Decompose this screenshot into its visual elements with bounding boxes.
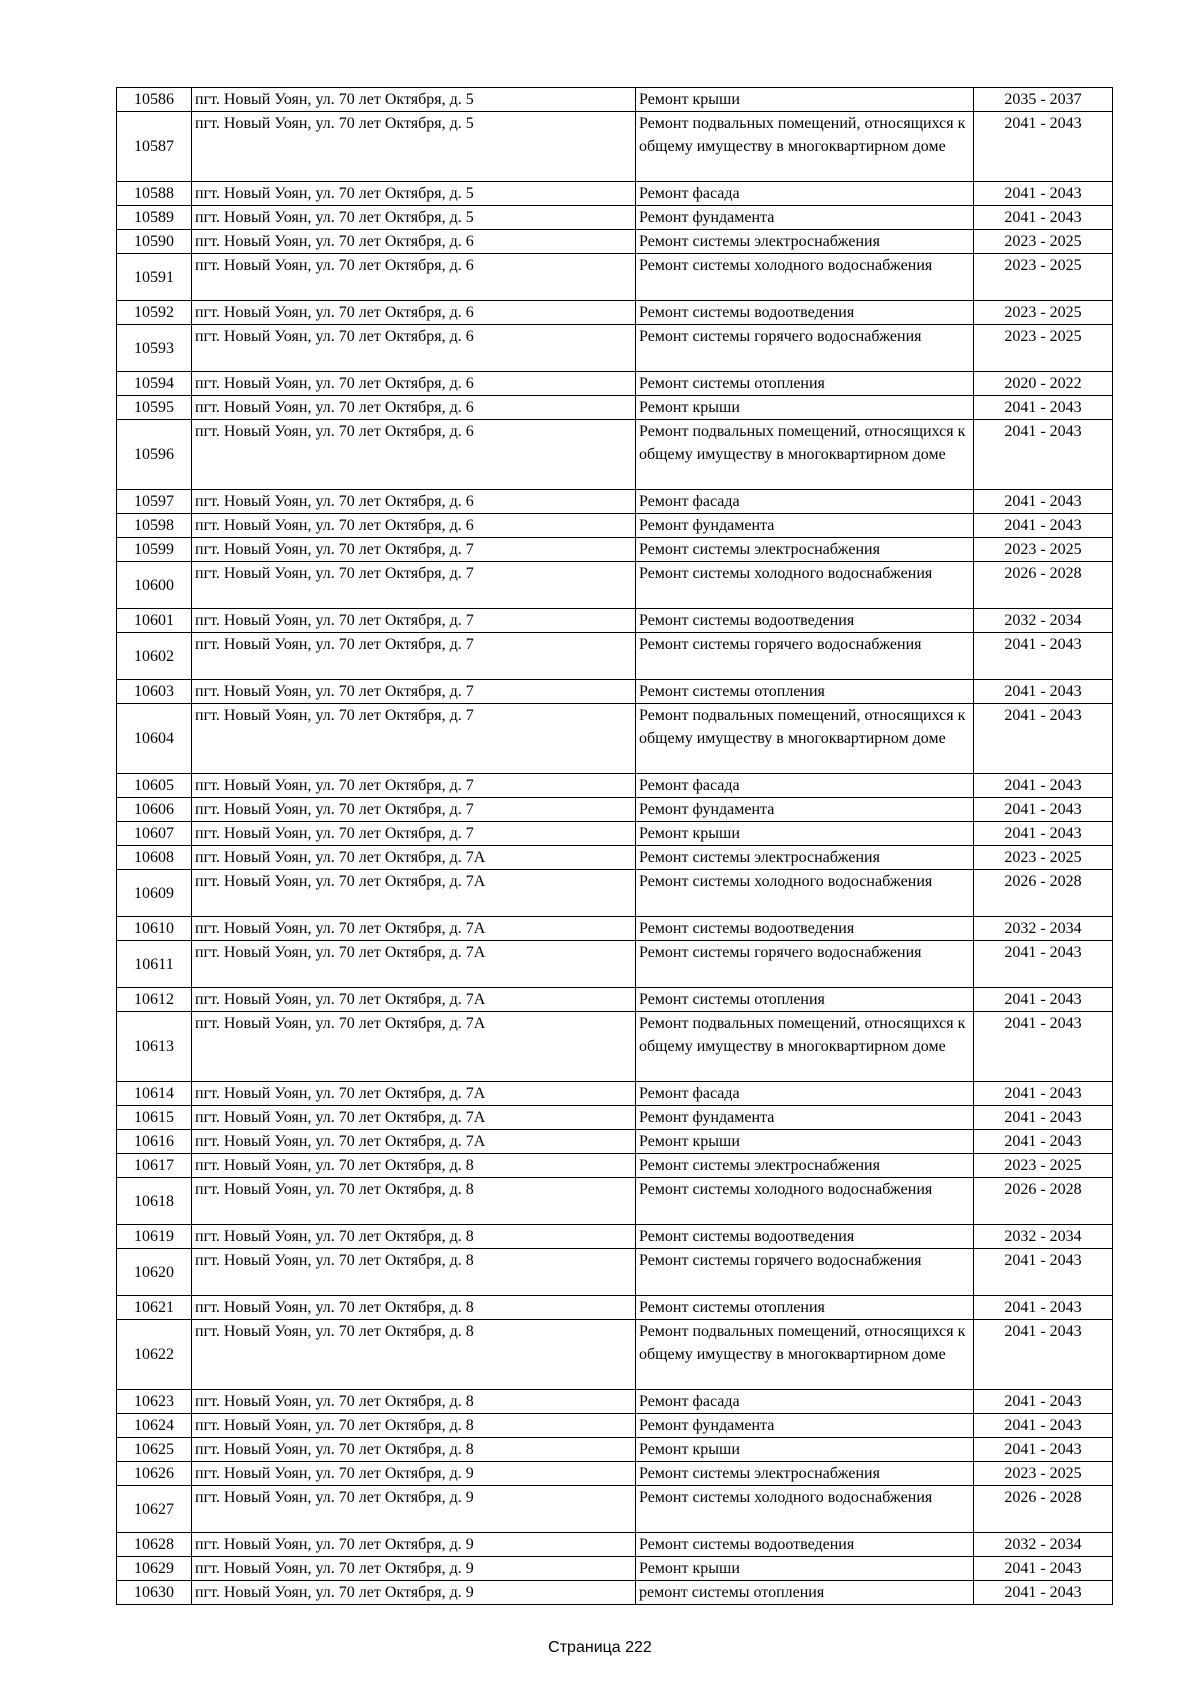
work-type-cell: Ремонт подвальных помещений, относящихся к общему имуществу в многоквартирном доме bbox=[636, 420, 974, 490]
period-cell: 2026 - 2028 bbox=[974, 562, 1113, 609]
period-cell: 2041 - 2043 bbox=[974, 1414, 1113, 1438]
period-cell: 2041 - 2043 bbox=[974, 1557, 1113, 1581]
period-cell: 2041 - 2043 bbox=[974, 941, 1113, 988]
table-row bbox=[117, 325, 1113, 372]
period-cell: 2041 - 2043 bbox=[974, 1012, 1113, 1082]
row-number-cell: 10607 bbox=[117, 822, 192, 846]
work-type-cell: Ремонт фундамента bbox=[636, 514, 974, 538]
table-row bbox=[117, 254, 1113, 301]
row-number-cell: 10630 bbox=[117, 1581, 192, 1605]
period-cell: 2023 - 2025 bbox=[974, 846, 1113, 870]
row-number-cell: 10622 bbox=[117, 1320, 192, 1390]
table-row bbox=[117, 538, 1113, 562]
row-number-cell: 10606 bbox=[117, 798, 192, 822]
table-row bbox=[117, 1414, 1113, 1438]
address-cell: пгт. Новый Уоян, ул. 70 лет Октября, д. 7 bbox=[192, 774, 636, 798]
table-row bbox=[117, 514, 1113, 538]
work-type-cell: Ремонт системы электроснабжения bbox=[636, 846, 974, 870]
page-number: Страница 222 bbox=[548, 1639, 652, 1656]
row-number-cell: 10628 bbox=[117, 1533, 192, 1557]
period-cell: 2041 - 2043 bbox=[974, 182, 1113, 206]
row-number-cell: 10592 bbox=[117, 301, 192, 325]
address-cell: пгт. Новый Уоян, ул. 70 лет Октября, д. 5 bbox=[192, 182, 636, 206]
address-cell: пгт. Новый Уоян, ул. 70 лет Октября, д. 7А bbox=[192, 1106, 636, 1130]
period-cell: 2041 - 2043 bbox=[974, 798, 1113, 822]
row-number-cell: 10611 bbox=[117, 941, 192, 988]
work-type-cell: Ремонт системы холодного водоснабжения bbox=[636, 562, 974, 609]
row-number-cell: 10616 bbox=[117, 1130, 192, 1154]
work-type-cell: Ремонт фасада bbox=[636, 1390, 974, 1414]
table-row bbox=[117, 1012, 1113, 1082]
row-number-cell: 10593 bbox=[117, 325, 192, 372]
row-number-cell: 10598 bbox=[117, 514, 192, 538]
row-number-cell: 10588 bbox=[117, 182, 192, 206]
row-number-cell: 10587 bbox=[117, 112, 192, 182]
table-row bbox=[117, 372, 1113, 396]
work-type-cell: Ремонт подвальных помещений, относящихся к общему имуществу в многоквартирном доме bbox=[636, 1012, 974, 1082]
row-number-cell: 10613 bbox=[117, 1012, 192, 1082]
address-cell: пгт. Новый Уоян, ул. 70 лет Октября, д. 6 bbox=[192, 420, 636, 490]
work-type-cell: Ремонт системы электроснабжения bbox=[636, 1154, 974, 1178]
table-row bbox=[117, 420, 1113, 490]
table-row bbox=[117, 1486, 1113, 1533]
period-cell: 2041 - 2043 bbox=[974, 420, 1113, 490]
row-number-cell: 10603 bbox=[117, 680, 192, 704]
work-type-cell: Ремонт системы горячего водоснабжения bbox=[636, 633, 974, 680]
address-cell: пгт. Новый Уоян, ул. 70 лет Октября, д. 9 bbox=[192, 1462, 636, 1486]
table-row bbox=[117, 206, 1113, 230]
address-cell: пгт. Новый Уоян, ул. 70 лет Октября, д. 6 bbox=[192, 514, 636, 538]
table-row bbox=[117, 1533, 1113, 1557]
table-row bbox=[117, 1320, 1113, 1390]
table-row bbox=[117, 396, 1113, 420]
address-cell: пгт. Новый Уоян, ул. 70 лет Октября, д. 6 bbox=[192, 396, 636, 420]
row-number-cell: 10602 bbox=[117, 633, 192, 680]
table-row bbox=[117, 1438, 1113, 1462]
period-cell: 2023 - 2025 bbox=[974, 325, 1113, 372]
address-cell: пгт. Новый Уоян, ул. 70 лет Октября, д. 7А bbox=[192, 846, 636, 870]
table-row bbox=[117, 798, 1113, 822]
work-type-cell: Ремонт системы горячего водоснабжения bbox=[636, 325, 974, 372]
period-cell: 2023 - 2025 bbox=[974, 230, 1113, 254]
period-cell: 2041 - 2043 bbox=[974, 680, 1113, 704]
period-cell: 2041 - 2043 bbox=[974, 490, 1113, 514]
row-number-cell: 10589 bbox=[117, 206, 192, 230]
address-cell: пгт. Новый Уоян, ул. 70 лет Октября, д. 6 bbox=[192, 325, 636, 372]
table-row bbox=[117, 1106, 1113, 1130]
address-cell: пгт. Новый Уоян, ул. 70 лет Октября, д. 6 bbox=[192, 230, 636, 254]
table-row bbox=[117, 680, 1113, 704]
address-cell: пгт. Новый Уоян, ул. 70 лет Октября, д. 7 bbox=[192, 633, 636, 680]
table-row bbox=[117, 846, 1113, 870]
row-number-cell: 10601 bbox=[117, 609, 192, 633]
work-type-cell: Ремонт фундамента bbox=[636, 206, 974, 230]
period-cell: 2041 - 2043 bbox=[974, 1130, 1113, 1154]
address-cell: пгт. Новый Уоян, ул. 70 лет Октября, д. 8 bbox=[192, 1438, 636, 1462]
row-number-cell: 10608 bbox=[117, 846, 192, 870]
row-number-cell: 10591 bbox=[117, 254, 192, 301]
period-cell: 2023 - 2025 bbox=[974, 538, 1113, 562]
period-cell: 2032 - 2034 bbox=[974, 1225, 1113, 1249]
address-cell: пгт. Новый Уоян, ул. 70 лет Октября, д. 8 bbox=[192, 1178, 636, 1225]
table-row bbox=[117, 112, 1113, 182]
table-row bbox=[117, 490, 1113, 514]
table-row bbox=[117, 988, 1113, 1012]
work-type-cell: Ремонт фасада bbox=[636, 182, 974, 206]
work-type-cell: Ремонт крыши bbox=[636, 88, 974, 112]
address-cell: пгт. Новый Уоян, ул. 70 лет Октября, д. 8 bbox=[192, 1225, 636, 1249]
period-cell: 2041 - 2043 bbox=[974, 396, 1113, 420]
row-number-cell: 10609 bbox=[117, 870, 192, 917]
address-cell: пгт. Новый Уоян, ул. 70 лет Октября, д. 9 bbox=[192, 1557, 636, 1581]
work-type-cell: ремонт системы отопления bbox=[636, 1581, 974, 1605]
work-type-cell: Ремонт крыши bbox=[636, 1130, 974, 1154]
table-body bbox=[117, 88, 1113, 1605]
period-cell: 2041 - 2043 bbox=[974, 1438, 1113, 1462]
work-type-cell: Ремонт крыши bbox=[636, 396, 974, 420]
work-type-cell: Ремонт системы водоотведения bbox=[636, 301, 974, 325]
table-row bbox=[117, 822, 1113, 846]
work-type-cell: Ремонт системы электроснабжения bbox=[636, 230, 974, 254]
work-type-cell: Ремонт системы электроснабжения bbox=[636, 1462, 974, 1486]
table-row bbox=[117, 1249, 1113, 1296]
address-cell: пгт. Новый Уоян, ул. 70 лет Октября, д. 9 bbox=[192, 1533, 636, 1557]
work-type-cell: Ремонт системы холодного водоснабжения bbox=[636, 1178, 974, 1225]
work-type-cell: Ремонт системы водоотведения bbox=[636, 1533, 974, 1557]
period-cell: 2041 - 2043 bbox=[974, 206, 1113, 230]
work-type-cell: Ремонт системы холодного водоснабжения bbox=[636, 254, 974, 301]
table-row bbox=[117, 562, 1113, 609]
row-number-cell: 10618 bbox=[117, 1178, 192, 1225]
address-cell: пгт. Новый Уоян, ул. 70 лет Октября, д. 7А bbox=[192, 1082, 636, 1106]
period-cell: 2041 - 2043 bbox=[974, 1390, 1113, 1414]
work-type-cell: Ремонт системы водоотведения bbox=[636, 609, 974, 633]
address-cell: пгт. Новый Уоян, ул. 70 лет Октября, д. 7 bbox=[192, 704, 636, 774]
work-type-cell: Ремонт фундамента bbox=[636, 1414, 974, 1438]
work-type-cell: Ремонт крыши bbox=[636, 1557, 974, 1581]
work-type-cell: Ремонт системы водоотведения bbox=[636, 917, 974, 941]
row-number-cell: 10621 bbox=[117, 1296, 192, 1320]
period-cell: 2023 - 2025 bbox=[974, 1462, 1113, 1486]
address-cell: пгт. Новый Уоян, ул. 70 лет Октября, д. 6 bbox=[192, 254, 636, 301]
address-cell: пгт. Новый Уоян, ул. 70 лет Октября, д. 7А bbox=[192, 917, 636, 941]
table-row bbox=[117, 633, 1113, 680]
period-cell: 2041 - 2043 bbox=[974, 1320, 1113, 1390]
work-type-cell: Ремонт системы холодного водоснабжения bbox=[636, 1486, 974, 1533]
work-type-cell: Ремонт системы отопления bbox=[636, 988, 974, 1012]
address-cell: пгт. Новый Уоян, ул. 70 лет Октября, д. 6 bbox=[192, 301, 636, 325]
address-cell: пгт. Новый Уоян, ул. 70 лет Октября, д. 7А bbox=[192, 988, 636, 1012]
table-row bbox=[117, 941, 1113, 988]
work-type-cell: Ремонт подвальных помещений, относящихся к общему имуществу в многоквартирном доме bbox=[636, 704, 974, 774]
period-cell: 2041 - 2043 bbox=[974, 1296, 1113, 1320]
row-number-cell: 10600 bbox=[117, 562, 192, 609]
address-cell: пгт. Новый Уоян, ул. 70 лет Октября, д. 7 bbox=[192, 680, 636, 704]
work-type-cell: Ремонт фасада bbox=[636, 490, 974, 514]
table-row bbox=[117, 1130, 1113, 1154]
work-type-cell: Ремонт подвальных помещений, относящихся к общему имуществу в многоквартирном доме bbox=[636, 1320, 974, 1390]
address-cell: пгт. Новый Уоян, ул. 70 лет Октября, д. 6 bbox=[192, 372, 636, 396]
address-cell: пгт. Новый Уоян, ул. 70 лет Октября, д. 7 bbox=[192, 562, 636, 609]
table-row bbox=[117, 301, 1113, 325]
work-type-cell: Ремонт системы холодного водоснабжения bbox=[636, 870, 974, 917]
table-row bbox=[117, 1082, 1113, 1106]
table-row bbox=[117, 1390, 1113, 1414]
address-cell: пгт. Новый Уоян, ул. 70 лет Октября, д. 7 bbox=[192, 822, 636, 846]
work-type-cell: Ремонт системы горячего водоснабжения bbox=[636, 1249, 974, 1296]
table-row bbox=[117, 1557, 1113, 1581]
period-cell: 2041 - 2043 bbox=[974, 704, 1113, 774]
period-cell: 2023 - 2025 bbox=[974, 301, 1113, 325]
address-cell: пгт. Новый Уоян, ул. 70 лет Октября, д. 8 bbox=[192, 1414, 636, 1438]
period-cell: 2041 - 2043 bbox=[974, 774, 1113, 798]
address-cell: пгт. Новый Уоян, ул. 70 лет Октября, д. 5 bbox=[192, 112, 636, 182]
row-number-cell: 10614 bbox=[117, 1082, 192, 1106]
work-type-cell: Ремонт системы отопления bbox=[636, 1296, 974, 1320]
period-cell: 2041 - 2043 bbox=[974, 1249, 1113, 1296]
row-number-cell: 10597 bbox=[117, 490, 192, 514]
address-cell: пгт. Новый Уоян, ул. 70 лет Октября, д. 8 bbox=[192, 1390, 636, 1414]
period-cell: 2041 - 2043 bbox=[974, 1106, 1113, 1130]
work-type-cell: Ремонт системы водоотведения bbox=[636, 1225, 974, 1249]
table-row bbox=[117, 1581, 1113, 1605]
row-number-cell: 10617 bbox=[117, 1154, 192, 1178]
row-number-cell: 10623 bbox=[117, 1390, 192, 1414]
period-cell: 2026 - 2028 bbox=[974, 1178, 1113, 1225]
row-number-cell: 10594 bbox=[117, 372, 192, 396]
period-cell: 2026 - 2028 bbox=[974, 1486, 1113, 1533]
address-cell: пгт. Новый Уоян, ул. 70 лет Октября, д. 9 bbox=[192, 1486, 636, 1533]
row-number-cell: 10615 bbox=[117, 1106, 192, 1130]
work-type-cell: Ремонт фундамента bbox=[636, 798, 974, 822]
address-cell: пгт. Новый Уоян, ул. 70 лет Октября, д. 8 bbox=[192, 1296, 636, 1320]
address-cell: пгт. Новый Уоян, ул. 70 лет Октября, д. 7А bbox=[192, 1012, 636, 1082]
work-type-cell: Ремонт фундамента bbox=[636, 1106, 974, 1130]
row-number-cell: 10586 bbox=[117, 88, 192, 112]
work-type-cell: Ремонт подвальных помещений, относящихся к общему имуществу в многоквартирном доме bbox=[636, 112, 974, 182]
period-cell: 2041 - 2043 bbox=[974, 1082, 1113, 1106]
period-cell: 2023 - 2025 bbox=[974, 1154, 1113, 1178]
row-number-cell: 10629 bbox=[117, 1557, 192, 1581]
row-number-cell: 10599 bbox=[117, 538, 192, 562]
row-number-cell: 10625 bbox=[117, 1438, 192, 1462]
address-cell: пгт. Новый Уоян, ул. 70 лет Октября, д. 7 bbox=[192, 538, 636, 562]
work-type-cell: Ремонт крыши bbox=[636, 822, 974, 846]
period-cell: 2032 - 2034 bbox=[974, 609, 1113, 633]
address-cell: пгт. Новый Уоян, ул. 70 лет Октября, д. 8 bbox=[192, 1249, 636, 1296]
work-type-cell: Ремонт фасада bbox=[636, 774, 974, 798]
table-row bbox=[117, 1178, 1113, 1225]
address-cell: пгт. Новый Уоян, ул. 70 лет Октября, д. 5 bbox=[192, 88, 636, 112]
address-cell: пгт. Новый Уоян, ул. 70 лет Октября, д. 7 bbox=[192, 609, 636, 633]
address-cell: пгт. Новый Уоян, ул. 70 лет Октября, д. 5 bbox=[192, 206, 636, 230]
period-cell: 2020 - 2022 bbox=[974, 372, 1113, 396]
table-row bbox=[117, 182, 1113, 206]
table-row bbox=[117, 870, 1113, 917]
row-number-cell: 10627 bbox=[117, 1486, 192, 1533]
period-cell: 2032 - 2034 bbox=[974, 917, 1113, 941]
address-cell: пгт. Новый Уоян, ул. 70 лет Октября, д. 7А bbox=[192, 870, 636, 917]
row-number-cell: 10612 bbox=[117, 988, 192, 1012]
row-number-cell: 10605 bbox=[117, 774, 192, 798]
table-row bbox=[117, 609, 1113, 633]
address-cell: пгт. Новый Уоян, ул. 70 лет Октября, д. 6 bbox=[192, 490, 636, 514]
work-type-cell: Ремонт системы электроснабжения bbox=[636, 538, 974, 562]
work-type-cell: Ремонт крыши bbox=[636, 1438, 974, 1462]
table-row bbox=[117, 774, 1113, 798]
table-row bbox=[117, 1462, 1113, 1486]
work-type-cell: Ремонт системы отопления bbox=[636, 680, 974, 704]
period-cell: 2041 - 2043 bbox=[974, 514, 1113, 538]
row-number-cell: 10626 bbox=[117, 1462, 192, 1486]
table-row bbox=[117, 917, 1113, 941]
table-row bbox=[117, 1296, 1113, 1320]
row-number-cell: 10595 bbox=[117, 396, 192, 420]
row-number-cell: 10620 bbox=[117, 1249, 192, 1296]
address-cell: пгт. Новый Уоян, ул. 70 лет Октября, д. 9 bbox=[192, 1581, 636, 1605]
row-number-cell: 10619 bbox=[117, 1225, 192, 1249]
period-cell: 2041 - 2043 bbox=[974, 988, 1113, 1012]
period-cell: 2041 - 2043 bbox=[974, 633, 1113, 680]
table-row bbox=[117, 88, 1113, 112]
table-row bbox=[117, 1154, 1113, 1178]
table-row bbox=[117, 230, 1113, 254]
address-cell: пгт. Новый Уоян, ул. 70 лет Октября, д. 8 bbox=[192, 1154, 636, 1178]
row-number-cell: 10596 bbox=[117, 420, 192, 490]
row-number-cell: 10604 bbox=[117, 704, 192, 774]
capital-repair-table bbox=[116, 87, 1113, 1605]
row-number-cell: 10590 bbox=[117, 230, 192, 254]
row-number-cell: 10624 bbox=[117, 1414, 192, 1438]
table-row bbox=[117, 1225, 1113, 1249]
period-cell: 2041 - 2043 bbox=[974, 822, 1113, 846]
period-cell: 2026 - 2028 bbox=[974, 870, 1113, 917]
period-cell: 2032 - 2034 bbox=[974, 1533, 1113, 1557]
address-cell: пгт. Новый Уоян, ул. 70 лет Октября, д. 7А bbox=[192, 1130, 636, 1154]
address-cell: пгт. Новый Уоян, ул. 70 лет Октября, д. 7 bbox=[192, 798, 636, 822]
row-number-cell: 10610 bbox=[117, 917, 192, 941]
address-cell: пгт. Новый Уоян, ул. 70 лет Октября, д. 7А bbox=[192, 941, 636, 988]
work-type-cell: Ремонт системы горячего водоснабжения bbox=[636, 941, 974, 988]
period-cell: 2041 - 2043 bbox=[974, 112, 1113, 182]
period-cell: 2023 - 2025 bbox=[974, 254, 1113, 301]
table-row bbox=[117, 704, 1113, 774]
work-type-cell: Ремонт фасада bbox=[636, 1082, 974, 1106]
period-cell: 2035 - 2037 bbox=[974, 88, 1113, 112]
period-cell: 2041 - 2043 bbox=[974, 1581, 1113, 1605]
address-cell: пгт. Новый Уоян, ул. 70 лет Октября, д. 8 bbox=[192, 1320, 636, 1390]
work-type-cell: Ремонт системы отопления bbox=[636, 372, 974, 396]
